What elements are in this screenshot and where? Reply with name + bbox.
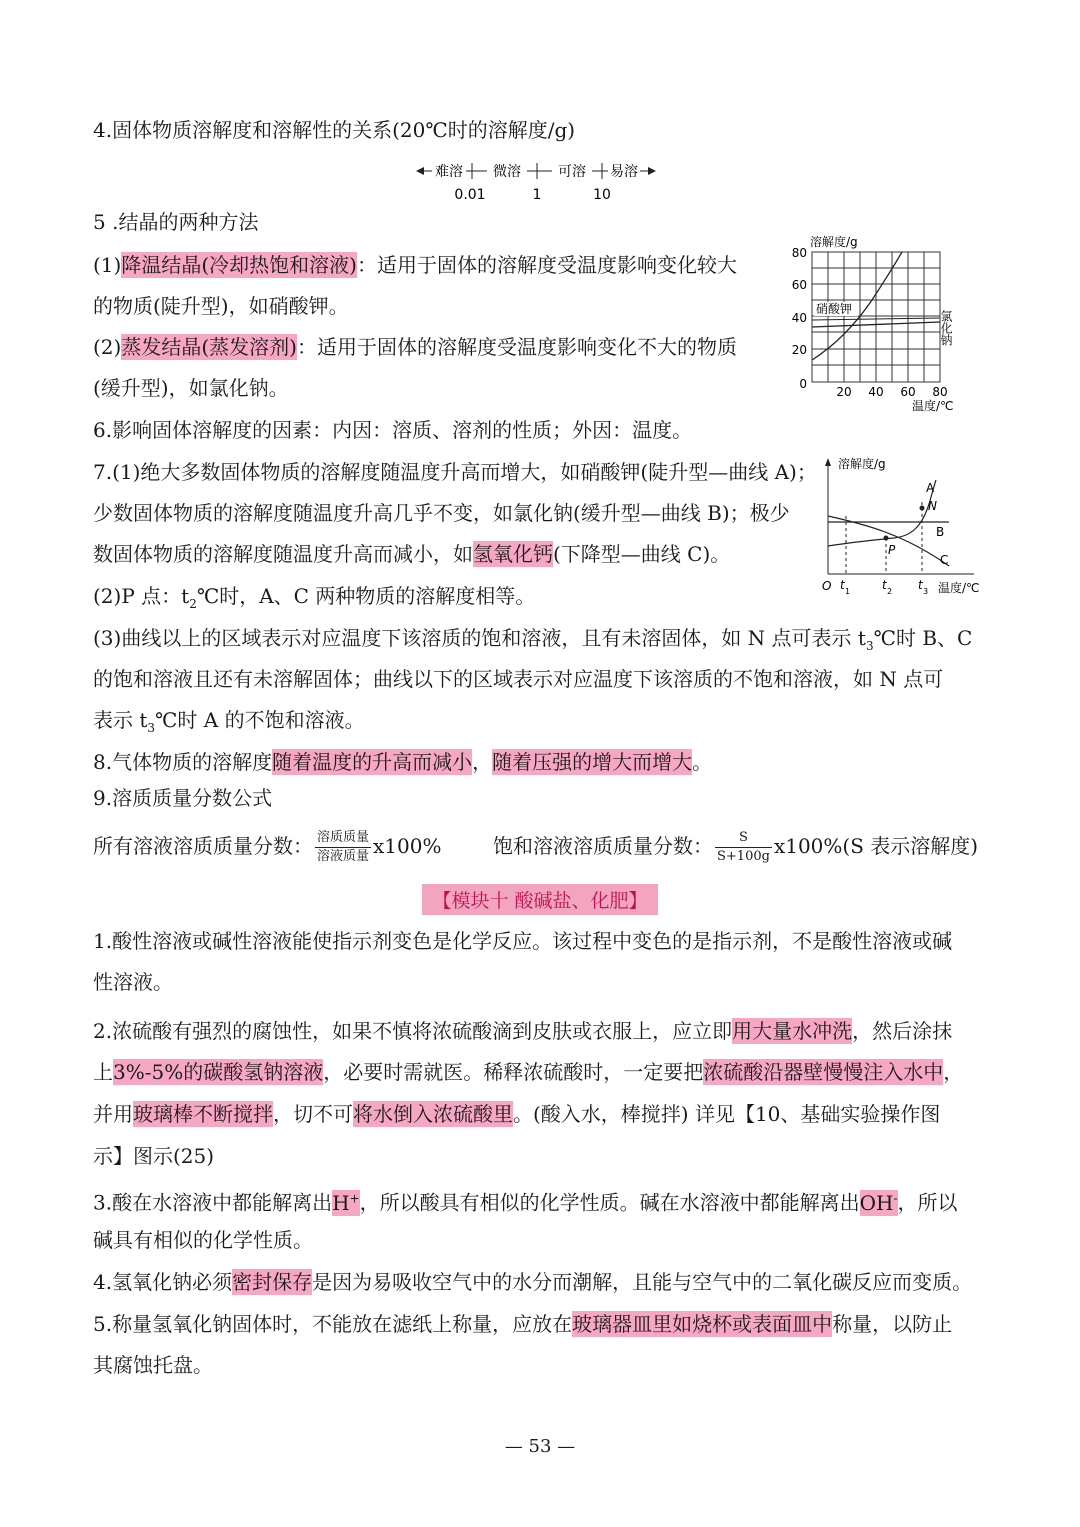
- solubility-trend-3: 数固体物质的溶解度随温度升高而减小，如氢氧化钙(下降型—曲线 C)。: [93, 542, 731, 566]
- acid-base-point-2b: 上3%-5%的碳酸氢钠溶液，必要时需就医。稀释浓硫酸时，一定要把浓硫酸沿器壁慢慢注入水中，: [93, 1060, 964, 1084]
- solubility-trend-2: 少数固体物质的溶解度随温度升高几乎不变，如氯化钠(缓升型—曲线 B)；极少: [93, 501, 790, 525]
- scale-insoluble: 难溶: [435, 164, 463, 180]
- acid-base-point-1b: 性溶液。: [93, 970, 173, 994]
- solubility-trend-1: 7.(1)绝大多数固体物质的溶解度随温度升高而增大，如硝酸钾(陡升型—曲线 A)；: [93, 460, 817, 484]
- scale-tick-001: 0.01: [454, 187, 486, 203]
- module-title-wrap: [0, 884, 1080, 915]
- acid-base-point-2d: 示】图示(25): [93, 1144, 215, 1168]
- svg-text:3: 3: [923, 587, 929, 596]
- scale-soluble: 可溶: [558, 164, 586, 180]
- acid-base-point-2c: 并用玻璃棒不断搅拌，切不可将水倒入浓硫酸里。(酸入水，棒搅拌) 详见【10、基础实验操作图: [93, 1102, 941, 1126]
- svg-text:60: 60: [900, 385, 916, 399]
- gas-solubility: 8.气体物质的溶解度随着温度的升高而减小，随着压强的增大而增大。: [93, 750, 713, 774]
- mass-fraction-formula-all: 所有溶液溶质质量分数： $\frac{\text{溶质质量}}{\text{溶液质量}}$ x100%: [93, 830, 442, 864]
- solubility-curves-chart: [814, 454, 994, 602]
- svg-text:氯化钠: 氯化钠: [939, 310, 953, 346]
- point-p-explanation: (2)P 点：$t_2℃$时，A、C 两种物质的溶解度相等。: [93, 584, 536, 611]
- region-explanation-3: 表示 $t_3℃$时 A 的不饱和溶液。: [93, 708, 365, 735]
- svg-text:温度/℃: 温度/℃: [912, 399, 954, 413]
- svg-text:溶解度/g: 溶解度/g: [838, 457, 886, 471]
- svg-text:t: t: [840, 578, 845, 592]
- evaporation-crystallization: (2)蒸发结晶(蒸发溶剂)：适用于固体的溶解度受温度影响变化不大的物质: [93, 335, 737, 359]
- svg-text:溶解度/g: 溶解度/g: [810, 235, 858, 249]
- svg-text:80: 80: [792, 246, 807, 260]
- svg-text:P: P: [888, 543, 896, 557]
- crystallization-heading: 5 .结晶的两种方法: [93, 210, 259, 234]
- svg-text:A: A: [926, 481, 935, 495]
- mass-fraction-heading: 9.溶质质量分数公式: [93, 786, 273, 810]
- solubility-factors: 6.影响固体溶解度的因素：内因：溶质、溶剂的性质；外因：温度。: [93, 418, 693, 442]
- scale-slightly: 微溶: [493, 164, 521, 180]
- svg-text:60: 60: [792, 278, 807, 292]
- cooling-crystallization: (1)降温结晶(冷却热饱和溶液)：适用于固体的溶解度受温度影响变化较大: [93, 253, 737, 277]
- svg-text:40: 40: [792, 311, 807, 325]
- module-title: 【模块十 酸碱盐、化肥】: [422, 884, 657, 915]
- svg-text:40: 40: [868, 385, 884, 399]
- region-explanation-2: 的饱和溶液且还有未溶解固体；曲线以下的区域表示对应温度下该溶质的不饱和溶液，如 N 点可: [93, 667, 944, 691]
- scale-tick-10: 10: [593, 187, 611, 203]
- acid-base-point-3a: 3.酸在水溶液中都能解离出H+，所以酸具有相似的化学性质。碱在水溶液中都能解离出OH-，所以: [93, 1190, 958, 1215]
- acid-base-point-4: 4.氢氧化钠必须密封保存是因为易吸收空气中的水分而潮解，且能与空气中的二氧化碳反应而变质。: [93, 1270, 973, 1294]
- scale-tick-1: 1: [532, 187, 542, 203]
- svg-text:20: 20: [792, 343, 807, 357]
- svg-text:20: 20: [836, 385, 852, 399]
- region-explanation-1: (3)曲线以上的区域表示对应温度下该溶质的饱和溶液，且有未溶固体，如 N 点可表示 $t_3℃$时 B、C: [93, 626, 973, 653]
- acid-base-point-2a: 2.浓硫酸有强烈的腐蚀性，如果不慎将浓硫酸滴到皮肤或衣服上，应立即用大量水冲洗，然后涂抹: [93, 1019, 953, 1043]
- svg-text:N: N: [928, 499, 937, 513]
- acid-base-point-1a: 1.酸性溶液或碱性溶液能使指示剂变色是化学反应。该过程中变色的是指示剂，不是酸性溶液或碱: [93, 929, 953, 953]
- svg-text:t: t: [918, 578, 923, 592]
- acid-base-point-5b: 其腐蚀托盘。: [93, 1353, 213, 1377]
- page-number: — 53 —: [504, 1436, 576, 1457]
- svg-text:0: 0: [799, 377, 807, 391]
- evaporation-example: (缓升型)，如氯化钠。: [93, 376, 289, 400]
- svg-text:温度/℃: 温度/℃: [938, 581, 980, 595]
- solubility-scale: [412, 155, 662, 205]
- svg-text:硝酸钾: 硝酸钾: [816, 302, 853, 316]
- svg-text:2: 2: [887, 587, 893, 596]
- solubility-grid-chart: [792, 232, 972, 414]
- svg-text:C: C: [940, 553, 949, 567]
- svg-text:B: B: [936, 525, 945, 539]
- scale-easily: 易溶: [610, 164, 638, 180]
- svg-text:O: O: [822, 579, 832, 593]
- svg-text:80: 80: [932, 385, 948, 399]
- svg-text:t: t: [882, 578, 887, 592]
- acid-base-point-5a: 5.称量氢氧化钠固体时，不能放在滤纸上称量，应放在玻璃器皿里如烧杯或表面皿中称量，以防止: [93, 1312, 953, 1336]
- acid-base-point-3b: 碱具有相似的化学性质。: [93, 1228, 313, 1252]
- solubility-relation-heading: 4.固体物质溶解度和溶解性的关系(20℃时的溶解度/g): [93, 118, 576, 142]
- mass-fraction-formula-saturated: 饱和溶液溶质质量分数： $\frac{S}{S+100g}$ x100%(S 表示溶解度): [493, 830, 979, 864]
- svg-text:1: 1: [845, 587, 851, 596]
- cooling-example: 的物质(陡升型)，如硝酸钾。: [93, 294, 349, 318]
